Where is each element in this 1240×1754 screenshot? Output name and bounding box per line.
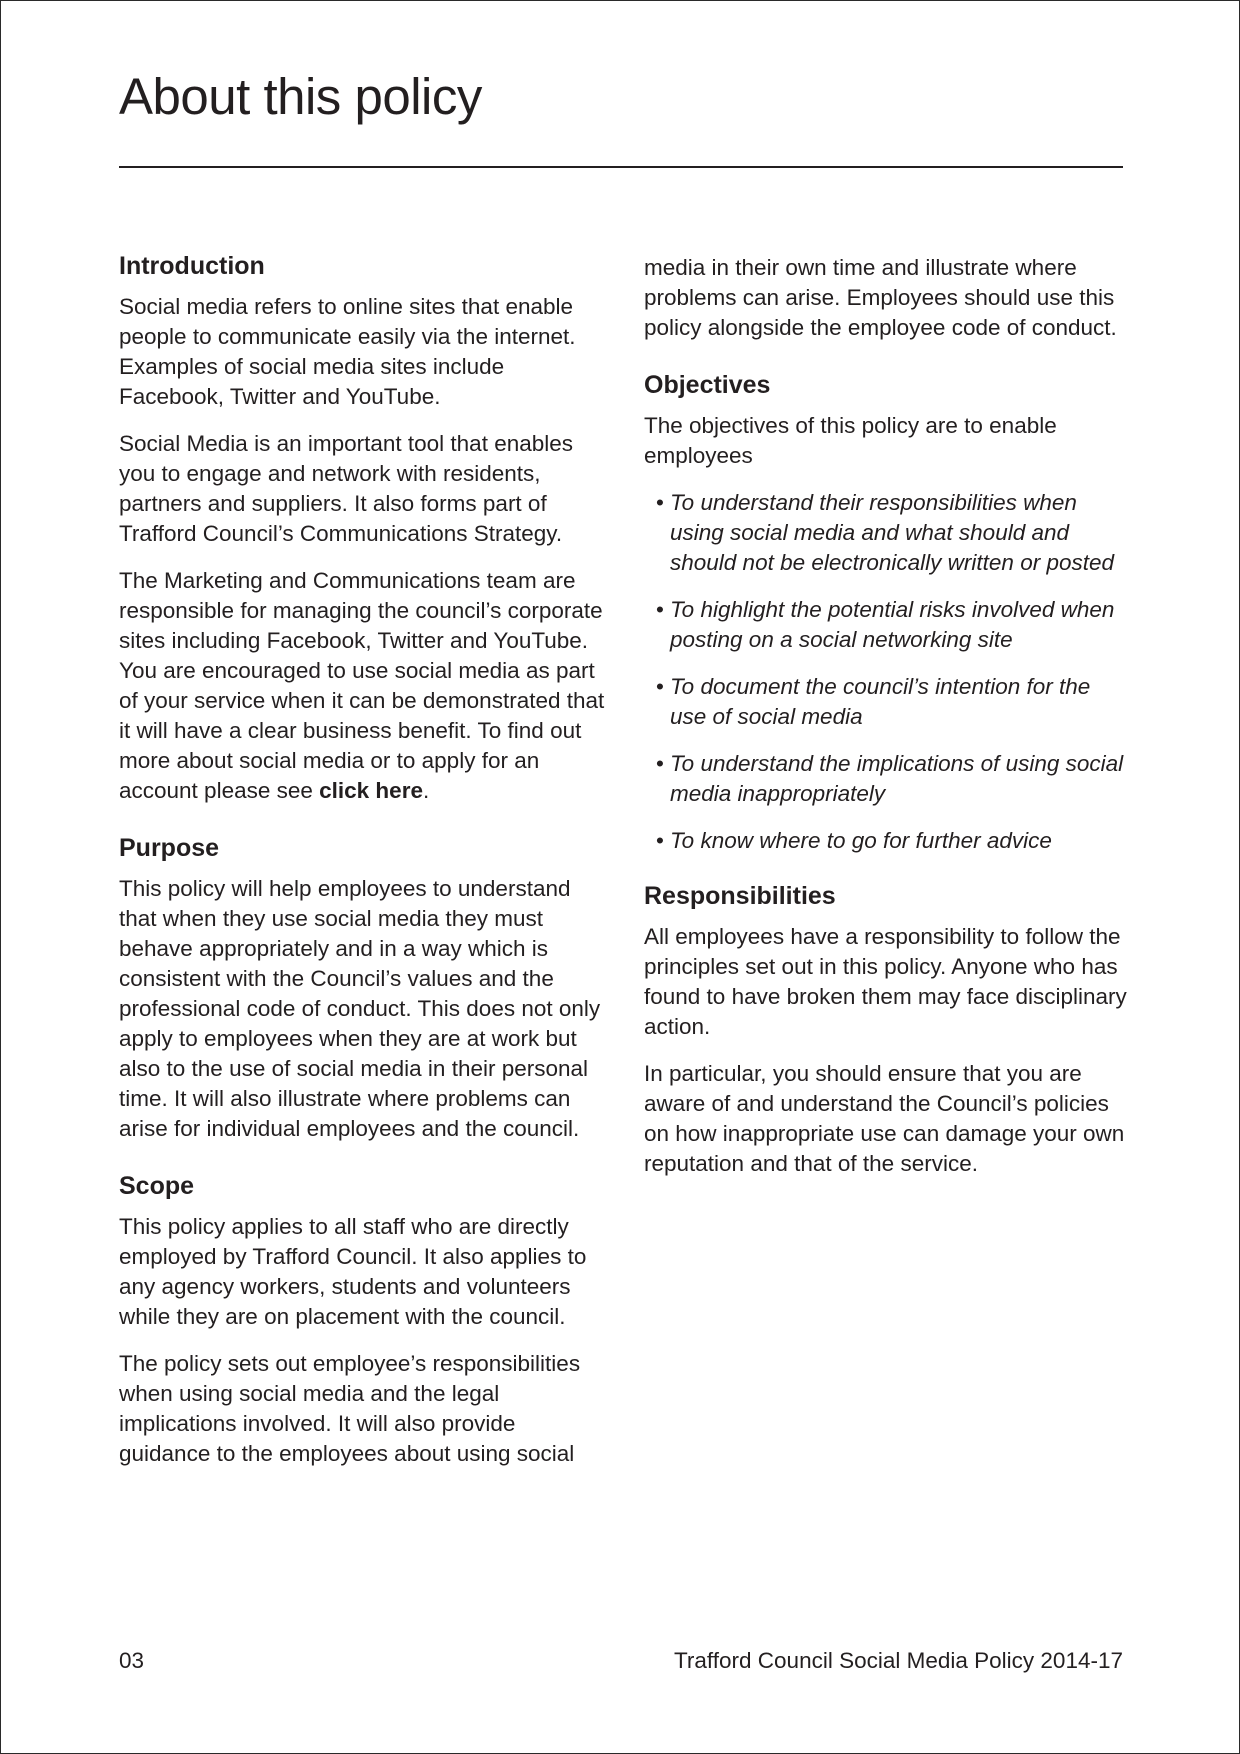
objective-text: To know where to go for further advice [670, 828, 1052, 853]
objective-text: To highlight the potential risks involved when posting on a social networking site [670, 597, 1115, 652]
scope-heading: Scope [119, 1172, 195, 1200]
objectives-list [644, 488, 1130, 856]
footer-document-title: Trafford Council Social Media Policy 2014-17 [674, 1648, 1123, 1673]
bullet-icon: • [656, 751, 664, 776]
page-number: 03 [119, 1648, 145, 1673]
title-divider [119, 166, 1123, 168]
click-here-link[interactable]: click here [319, 778, 423, 803]
bullet-icon: • [656, 490, 664, 515]
objectives-intro: The objectives of this policy are to enable employees [644, 413, 1057, 468]
list-item [656, 826, 1130, 856]
objectives-heading: Objectives [644, 371, 771, 399]
objective-text: To understand their responsibilities when using social media and what should and should not be electronically written or posted [670, 490, 1115, 575]
purpose-heading: Purpose [119, 834, 220, 862]
introduction-paragraph-3-text: The Marketing and Communications team are responsible for managing the council’s corporate sites including Facebook, Twitter and YouTube. You are encouraged to use social media as part of your service when it can be demonstrated that it will have a clear business benefit. To find out more about social media or to apply for an account please see [119, 568, 605, 803]
scope-paragraph-1: This policy applies to all staff who are directly employed by Trafford Council. It also applies to any agency workers, students and volunteers while they are on placement with the council. [119, 1214, 587, 1329]
page-title: About this policy [119, 68, 482, 125]
introduction-paragraph-1: Social media refers to online sites that enable people to communicate easily via the internet. Examples of social media sites include Facebook, Twitter and YouTube. [119, 294, 576, 409]
list-item [656, 749, 1130, 809]
objective-text: To understand the implications of using social media inappropriately [670, 751, 1124, 806]
objectives-section [644, 370, 1130, 856]
introduction-paragraph-2: Social Media is an important tool that enables you to engage and network with residents, partners and suppliers. It also forms part of Trafford Council’s Communications Strategy. [119, 431, 574, 546]
purpose-section [119, 833, 605, 1144]
scope-paragraph-2-continued: media in their own time and illustrate where problems can arise. Employees should use this policy alongside the employee code of conduct. [644, 255, 1117, 340]
objective-text: To document the council’s intention for the use of social media [670, 674, 1091, 729]
introduction-section [119, 251, 605, 806]
bullet-icon: • [656, 597, 664, 622]
bullet-icon: • [656, 674, 664, 699]
introduction-heading: Introduction [119, 252, 265, 280]
list-item [656, 488, 1130, 578]
list-item [656, 672, 1130, 732]
scope-section [119, 1171, 605, 1469]
scope-paragraph-2-start: The policy sets out employee’s responsibilities when using social media and the legal implications involved. It will also provide guidance to the employees about using social [119, 1351, 581, 1466]
right-column [644, 251, 1130, 1196]
introduction-paragraph-3 [119, 566, 605, 806]
responsibilities-section [644, 881, 1130, 1179]
list-item [656, 595, 1130, 655]
introduction-paragraph-3-end: . [422, 778, 430, 803]
responsibilities-paragraph-1: All employees have a responsibility to follow the principles set out in this policy. Anyone who has found to have broken them may face disciplinary action. [644, 924, 1127, 1039]
purpose-paragraph: This policy will help employees to understand that when they use social media they must behave appropriately and in a way which is consistent with the Council’s values and the professional code of conduct. This does not only apply to employees when they are at work but also to the use of social media in their personal time. It will also illustrate where problems can arise for individual employees and the council. [119, 876, 601, 1141]
responsibilities-heading: Responsibilities [644, 882, 836, 910]
bullet-icon: • [656, 828, 664, 853]
left-column [119, 251, 605, 1486]
responsibilities-paragraph-2: In particular, you should ensure that you are aware of and understand the Council’s policies on how inappropriate use can damage your own reputation and that of the service. [644, 1061, 1125, 1176]
